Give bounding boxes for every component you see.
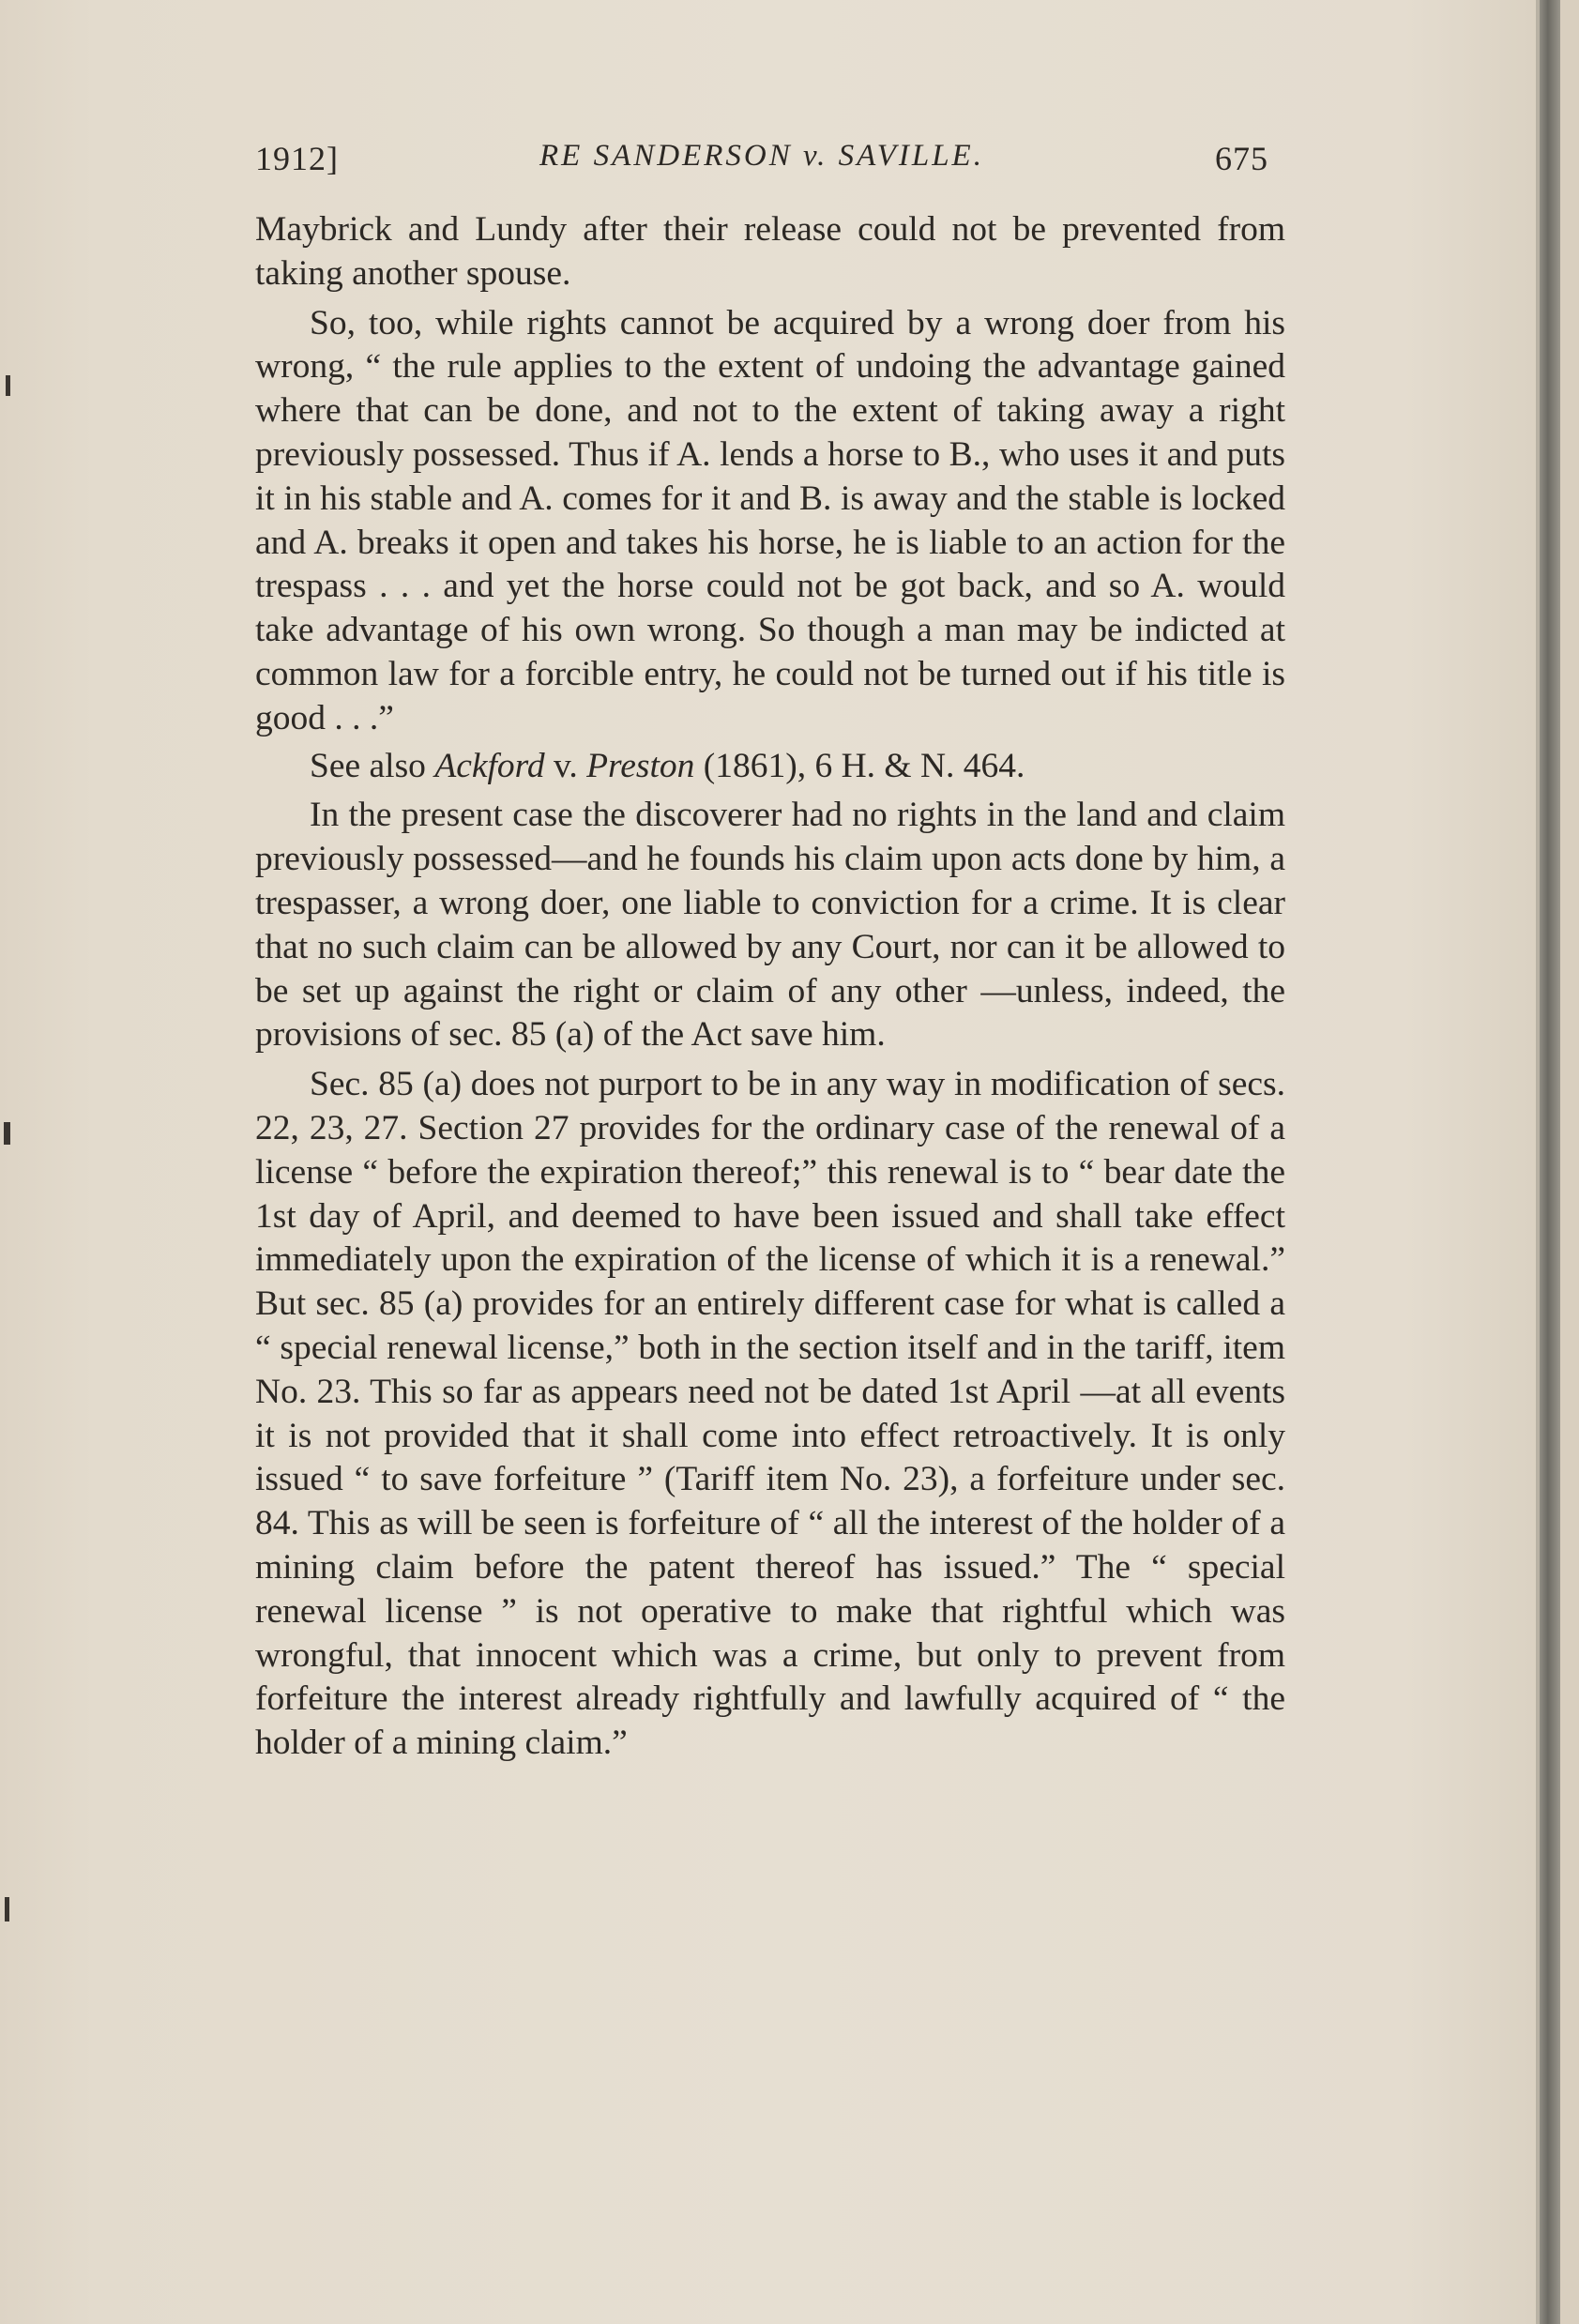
running-head <box>255 139 1268 186</box>
paragraph-continued: Maybrick and Lundy after their release could not be prevented from taking another spouse. <box>255 210 1285 293</box>
page-edge <box>1540 0 1560 2324</box>
citation-suffix: (1861), 6 H. & N. 464. <box>694 746 1025 785</box>
running-title: RE SANDERSON v. SAVILLE. <box>539 139 984 173</box>
paragraph-sec-85a: Sec. 85 (a) does not purport to be in any way in modification of secs. 22, 23, 27. Section 27 provides for the ordinary case of the renewal of a license “ before the expiration thereof;” this renewal is to “ bear date the 1st day of April, and deemed to have been issued and shall take effect immediately upon the expiration of the license of which it is a renewal.” But sec. 85 (a) provides for an entirely different case for what is called a “ special renewal license,” both in the section itself and in the tariff, item No. 23. This so far as appears need not be dated 1st April —at all events it is not provided that it shall come into effect retroactively. It is only issued “ to save forfeiture ” (Tariff item No. 23), a forfeiture under sec. 84. This as will be seen is forfeiture of “ all the interest of the holder of a mining claim before the patent thereof has issued.” The “ special renewal license ” is not operative to make that rightful which was wrongful, that innocent which was a crime, but only to prevent from forfeiture the interest already rightfully and lawfully acquired of “ the holder of a mining claim.” <box>255 1065 1285 1763</box>
margin-mark <box>6 375 10 396</box>
case-name-first: Ackford <box>434 746 545 785</box>
case-name-second: Preston <box>586 746 695 785</box>
citation-prefix: See also <box>310 746 435 785</box>
case-citation <box>255 745 1285 789</box>
page-number: 675 <box>1215 140 1268 177</box>
paragraph-rights-wrong-doer: So, too, while rights cannot be acquired by a wrong doer from his wrong, “ the rule applies to the extent of undoing the advantage gained where that can be done, and not to the extent of taking away a right previously possessed. Thus if A. lends a horse to B., who uses it and puts it in his stable and A. comes for it and B. is away and the stable is locked and A. breaks it open and takes his horse, he is liable to an action for the trespass . . . and yet the horse could not be got back, and so A. would take advantage of his own wrong. So though a man may be indicted at common law for a forcible entry, he could not be turned out if his title is good . . .” <box>255 303 1285 737</box>
margin-mark <box>5 1897 9 1921</box>
body-text <box>255 208 1285 1766</box>
margin-mark <box>4 1122 10 1145</box>
citation-versus: v. <box>544 746 587 785</box>
header-year: 1912] <box>255 140 339 177</box>
paragraph-present-case: In the present case the discoverer had no rights in the land and claim previously possessed—and he founds his claim upon acts done by him, a trespasser, a wrong doer, one liable to conviction for a crime. It is clear that no such claim can be allowed by any Court, nor can it be allowed to be set up against the right or claim of any other —unless, indeed, the provisions of sec. 85 (a) of the Act save him. <box>255 796 1285 1055</box>
